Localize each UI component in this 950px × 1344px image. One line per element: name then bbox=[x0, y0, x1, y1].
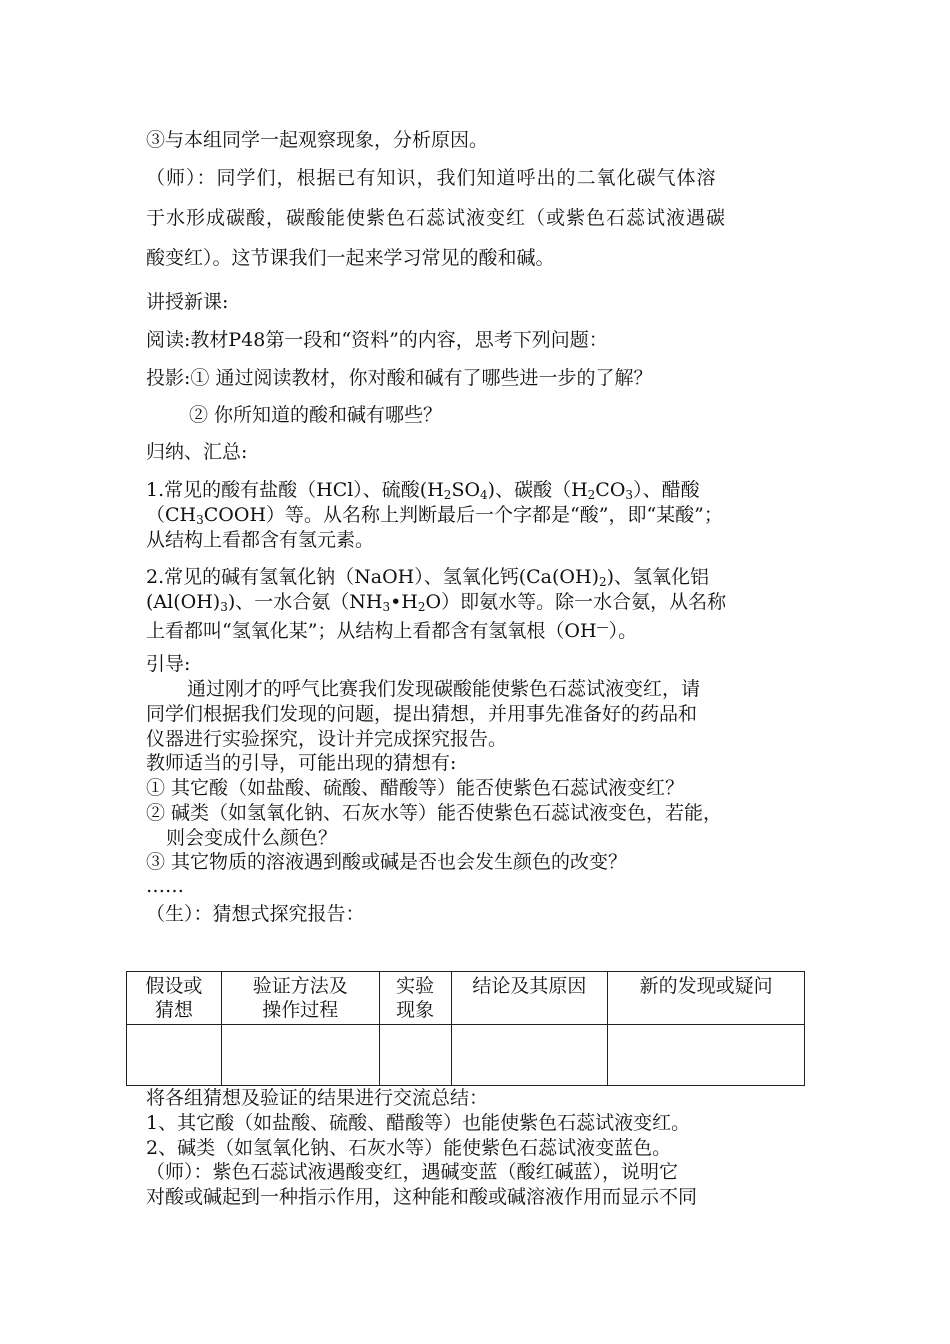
header-conclusion: 结论及其原因 bbox=[451, 972, 608, 1025]
header-hypothesis: 假设或 猜想 bbox=[127, 972, 222, 1025]
acids-line-2: $(CH_3COOH)$等。从名称上判断最后一个字都是“酸”，即“某酸”； bbox=[146, 504, 723, 527]
result-2: 2、碱类（如氢氧化钠、石灰水等）能使紫色石蕊试液变蓝色。 bbox=[146, 1137, 672, 1159]
header-new-findings: 新的发现或疑问 bbox=[608, 972, 805, 1025]
result-1: 1、其它酸（如盐酸、硫酸、醋酸等）也能使紫色石蕊试液变红。 bbox=[146, 1112, 691, 1134]
acids-line-1: 1.常见的酸有盐酸（HCl）、硫酸$(H_2SO_4)$、碳酸$(H_2CO_3)$、醋酸 bbox=[146, 479, 700, 502]
teacher-intro-line-3: 酸变红）。这节课我们一起来学习常见的酸和碱。 bbox=[146, 247, 555, 269]
guide-line-2: 同学们根据我们发现的问题，提出猜想，并用事先准备好的药品和 bbox=[146, 703, 698, 725]
teacher-conclusion-line-2: 对酸或碱起到一种指示作用，这种能和酸或碱溶液作用而显示不同 bbox=[146, 1186, 698, 1208]
guide-line-1: 通过刚才的呼气比赛我们发现碳酸能使紫色石蕊试液变红，请 bbox=[187, 678, 701, 700]
bases-line-2: $(Al(OH)_3)$、一水合氨$(NH_3•H_2O)$即氨水等。除一水合氨，从名称 bbox=[146, 591, 727, 614]
guess-2-line-1: ② 碱类（如氢氧化钠、石灰水等）能否使紫色石蕊试液变色，若能， bbox=[146, 802, 723, 824]
guide-line-3: 仪器进行实验探究，设计并完成探究报告。 bbox=[146, 728, 508, 750]
guess-2-line-2: 则会变成什么颜色？ bbox=[166, 827, 338, 849]
guess-3: ③ 其它物质的溶液遇到酸或碱是否也会发生颜色的改变？ bbox=[146, 851, 628, 873]
projection-question-2: ② 你所知道的酸和碱有哪些？ bbox=[189, 404, 443, 426]
table-cell bbox=[608, 1025, 805, 1086]
inquiry-report-table bbox=[126, 971, 805, 1086]
student-report-title: （生）：猜想式探究报告： bbox=[146, 903, 365, 925]
table-cell bbox=[127, 1025, 222, 1086]
teacher-conclusion-line-1: （师）：紫色石蕊试液遇酸变红，遇碱变蓝（酸红碱蓝），说明它 bbox=[146, 1161, 679, 1183]
exchange-summary: 将各组猜想及验证的结果进行交流总结： bbox=[146, 1087, 489, 1109]
section-guide: 引导: bbox=[146, 653, 191, 675]
section-new-lesson: 讲授新课: bbox=[146, 291, 229, 313]
header-method: 验证方法及 操作过程 bbox=[221, 972, 379, 1025]
step-3-text: ③与本组同学一起观察现象，分析原因。 bbox=[146, 129, 489, 151]
reading-instruction: 阅读:教材P48第一段和“资料”的内容，思考下列问题： bbox=[146, 329, 608, 351]
projection-question-1: 投影:① 通过阅读教材，你对酸和碱有了哪些进一步的了解？ bbox=[146, 367, 653, 389]
ellipsis: …… bbox=[146, 875, 184, 897]
table-cell bbox=[221, 1025, 379, 1086]
teacher-intro-line-2: 于水形成碳酸，碳酸能使紫色石蕊试液变红（或紫色石蕊试液遇碳 bbox=[146, 207, 727, 229]
teacher-intro-line-1: （师）：同学们，根据已有知识，我们知道呼出的二氧化碳气体溶 bbox=[146, 167, 717, 189]
table-header-row bbox=[127, 972, 805, 1025]
guess-intro: 教师适当的引导，可能出现的猜想有: bbox=[146, 752, 457, 774]
table-row bbox=[127, 1025, 805, 1086]
section-summary: 归纳、汇总: bbox=[146, 441, 248, 463]
table-cell bbox=[451, 1025, 608, 1086]
header-phenomenon: 实验 现象 bbox=[379, 972, 451, 1025]
bases-line-3: 上看都叫“氢氧化某”；从结构上看都含有氢氧根（OH—）。 bbox=[146, 620, 638, 642]
table-cell bbox=[379, 1025, 451, 1086]
bases-line-1: 2.常见的碱有氢氧化钠（NaOH）、氢氧化钙$(Ca(OH)_2)$、氢氧化铝 bbox=[146, 566, 710, 589]
guess-1: ① 其它酸（如盐酸、硫酸、醋酸等）能否使紫色石蕊试液变红？ bbox=[146, 777, 685, 799]
acids-line-3: 从结构上看都含有氢元素。 bbox=[146, 529, 375, 551]
